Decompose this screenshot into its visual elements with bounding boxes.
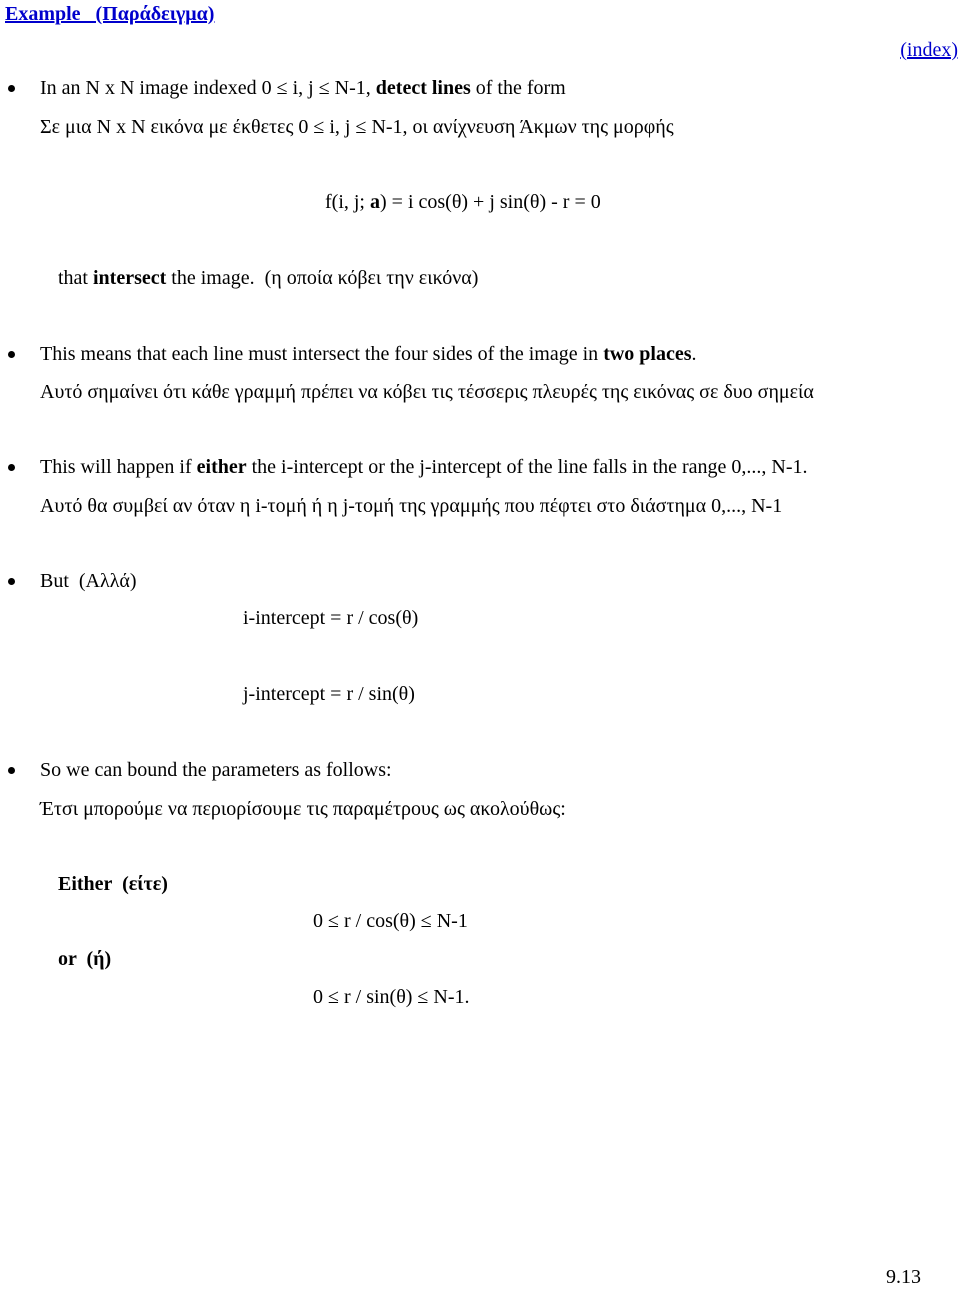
- item-1-english-line: [40, 76, 566, 100]
- cos-bound-inequality: 0 ≤ r / cos(θ) ≤ N-1: [313, 910, 468, 932]
- sin-bound-inequality: 0 ≤ r / sin(θ) ≤ N-1.: [313, 986, 470, 1008]
- text-run: that: [58, 267, 93, 289]
- bullet-icon: [8, 351, 15, 358]
- bullet-icon: [8, 85, 15, 92]
- text-run: the image. (η οποία κόβει την εικόνα): [166, 267, 479, 289]
- text-run: f(i, j;: [325, 191, 370, 213]
- text-run: In an N x N image indexed 0 ≤ i, j ≤ N-1,: [40, 77, 376, 99]
- item-2-greek-line: Αυτό σημαίνει ότι κάθε γραμμή πρέπει να κόβει τις τέσσερις πλευρές της εικόνας σε δυο σημεία: [40, 381, 814, 403]
- or-label: or (ή): [58, 948, 112, 970]
- text-run: the i-intercept or the j-intercept of the line falls in the range 0,..., N-1.: [246, 456, 808, 478]
- item-4-line: But (Αλλά): [40, 570, 137, 592]
- bold-term: either: [196, 456, 247, 478]
- bold-term: a: [370, 191, 380, 213]
- index-link[interactable]: (index): [900, 39, 958, 61]
- text-run: ) = i cos(θ) + j sin(θ) - r = 0: [380, 191, 601, 213]
- item-1-tail-line: [58, 266, 478, 290]
- item-3-english-line: [40, 455, 808, 479]
- either-label: Either (είτε): [58, 873, 168, 895]
- item-5-greek-line: Έτσι μπορούμε να περιορίσουμε τις παραμέτρους ως ακολούθως:: [40, 798, 566, 820]
- text-run: This will happen if: [40, 456, 197, 478]
- bold-term: detect lines: [375, 77, 471, 99]
- text-run: of the form: [470, 77, 566, 99]
- bold-term: two places: [603, 343, 692, 365]
- i-intercept-equation: i-intercept = r / cos(θ): [243, 607, 419, 629]
- bullet-icon: [8, 464, 15, 471]
- text-run: .: [691, 343, 697, 365]
- page-number: 9.13: [886, 1266, 921, 1288]
- bullet-icon: [8, 578, 15, 585]
- bullet-icon: [8, 767, 15, 774]
- item-3-greek-line: Αυτό θα συμβεί αν όταν η i-τομή ή η j-τομή της γραμμής που πέφτει στο διάστημα 0,..., N-1: [40, 495, 783, 517]
- item-2-english-line: [40, 342, 697, 366]
- bold-term: intersect: [93, 267, 167, 289]
- item-1-greek-line: Σε μια N x N εικόνα με έκθετες 0 ≤ i, j ≤ N-1, οι ανίχνευση Άκμων της μορφής: [40, 116, 674, 138]
- j-intercept-equation: j-intercept = r / sin(θ): [243, 683, 415, 705]
- item-5-english-line: So we can bound the parameters as follows:: [40, 759, 392, 781]
- line-equation: [325, 190, 601, 214]
- text-run: This means that each line must intersect the four sides of the image in: [40, 343, 604, 365]
- example-title-link[interactable]: Example (Παράδειγμα): [5, 3, 215, 25]
